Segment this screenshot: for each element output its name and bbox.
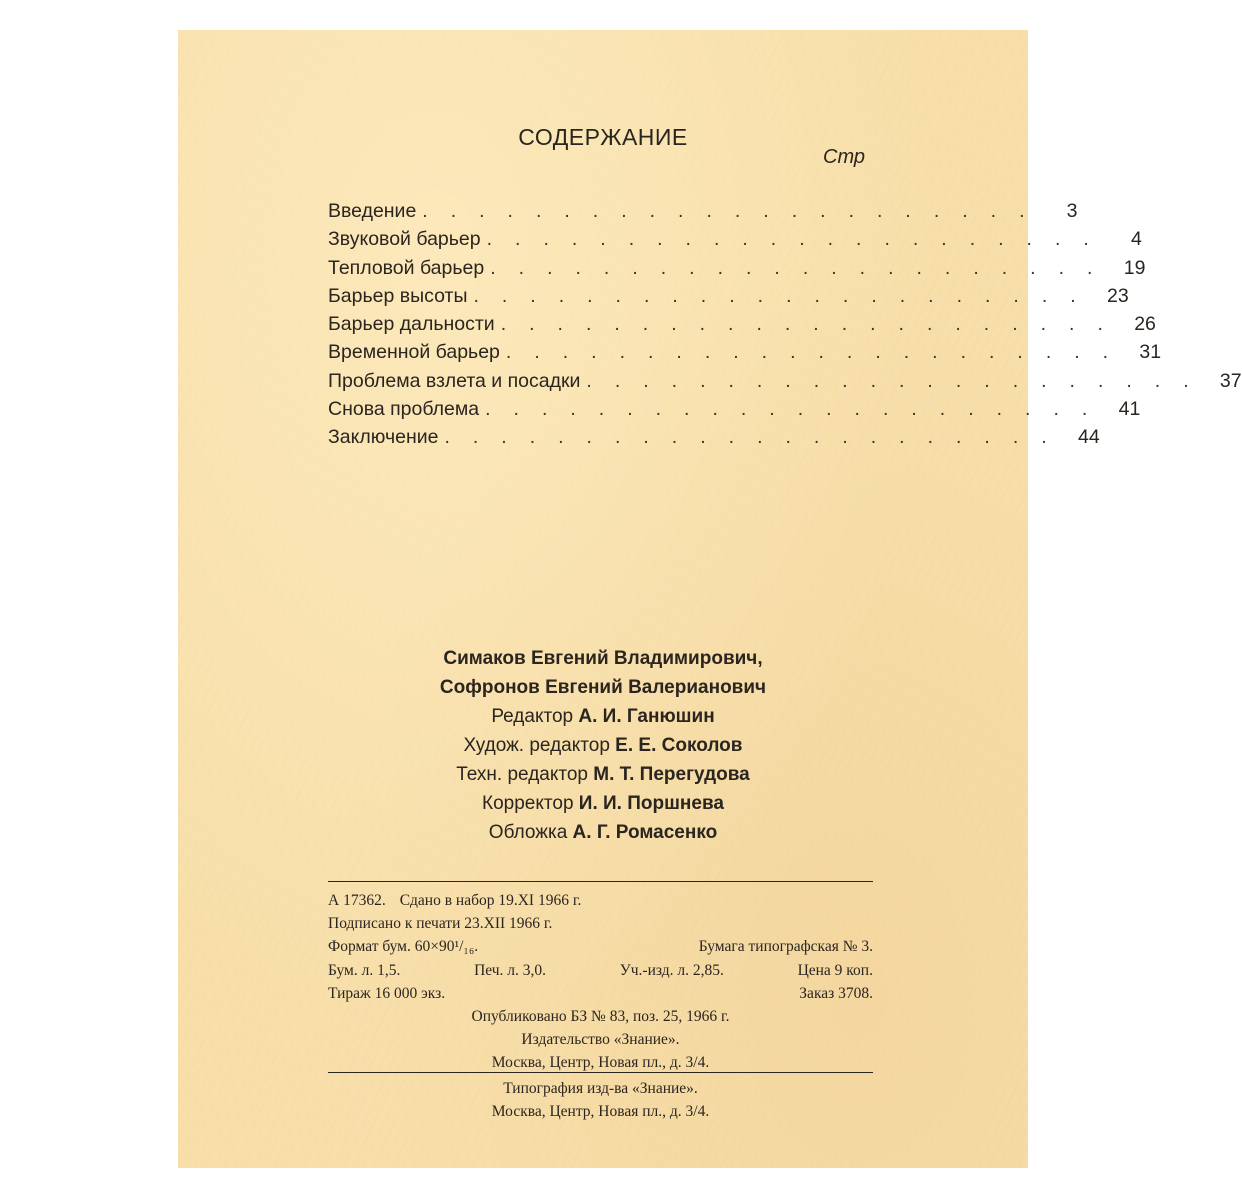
imprint-row	[328, 1005, 873, 1028]
credit-role: Обложка	[488, 822, 568, 843]
imprint-print-run: Тираж 16 000 экз.	[328, 984, 446, 1002]
author-name: Софронов Евгений Валерианович	[439, 677, 767, 698]
imprint-printer: Типография изд-ва «Знание».	[503, 1080, 698, 1097]
imprint-publisher-address: Москва, Центр, Новая пл., д. 3/4.	[491, 1054, 710, 1072]
imprint-price: Цена 9 коп.	[797, 961, 873, 979]
credit-role-line	[178, 702, 1028, 731]
imprint-row	[328, 935, 873, 958]
toc-entry-page: 4	[1130, 228, 1142, 251]
imprint-row	[328, 982, 873, 1005]
toc-entry-label: Тепловой барьер	[328, 256, 485, 279]
imprint-bottom-rule	[328, 1072, 873, 1073]
toc-entry-label: Снова проблема	[328, 398, 480, 421]
toc-dot-leader: ......................	[444, 426, 1070, 449]
credit-person: А. И. Ганюшин	[578, 706, 715, 727]
credit-role-line	[178, 818, 1028, 847]
credit-role-line	[178, 789, 1028, 818]
toc-entry	[328, 398, 1141, 426]
toc-dot-leader: ......................	[422, 200, 1048, 222]
toc-entry	[328, 228, 1142, 256]
toc-dot-leader: ......................	[486, 228, 1112, 251]
author-line	[178, 673, 1028, 702]
imprint-printer-address: Москва, Центр, Новая пл., д. 3/4.	[491, 1103, 710, 1121]
toc-entry-page: 31	[1139, 341, 1162, 364]
toc-entry	[328, 341, 1162, 369]
toc-entry-page: 23	[1106, 284, 1129, 307]
toc-entry	[328, 256, 1146, 285]
imprint-order-code: А 17362.	[328, 892, 386, 909]
toc-entry-label: Звуковой барьер	[328, 228, 481, 251]
toc-entry	[328, 426, 1100, 454]
toc-entry	[328, 313, 1156, 341]
toc-entry-label: Проблема взлета и посадки	[328, 369, 581, 392]
imprint-row	[328, 1100, 873, 1123]
credits-block	[178, 644, 1028, 847]
credit-role: Техн. редактор	[456, 764, 588, 785]
book-page	[178, 30, 1242, 1168]
toc-entry-label: Барьер высоты	[328, 284, 468, 307]
imprint-row	[328, 959, 873, 982]
toc-title: СОДЕРЖАНИЕ	[518, 124, 688, 150]
toc-dot-leader: ......................	[485, 398, 1111, 421]
imprint-publisher: Издательство «Знание».	[521, 1031, 680, 1049]
imprint-row	[328, 889, 873, 912]
toc-entry	[328, 284, 1129, 313]
toc-dot-leader: ......................	[473, 284, 1099, 307]
toc-entry-page: 44	[1077, 426, 1100, 449]
imprint-row	[328, 912, 873, 935]
toc-page-column-header: Стр	[823, 146, 866, 168]
credit-person: А. Г. Ромасенко	[572, 822, 718, 843]
credit-role-line	[178, 760, 1028, 789]
toc-dot-leader: ......................	[490, 256, 1116, 279]
toc-entry-label: Барьер дальности	[328, 313, 495, 336]
imprint-typeset: Сдано в набор 19.XI 1966 г.	[399, 892, 582, 909]
toc-entry-page: 26	[1134, 313, 1156, 336]
author-name: Симаков Евгений Владимирович,	[443, 648, 763, 669]
toc-entry-label: Введение	[328, 200, 417, 222]
toc-entry-page: 41	[1118, 398, 1141, 421]
imprint-order: Заказ 3708.	[799, 984, 873, 1002]
imprint-bum-l: Бум. л. 1,5.	[328, 961, 401, 979]
imprint-row	[328, 1028, 873, 1051]
imprint-pech-l: Печ. л. 3,0.	[474, 961, 547, 979]
toc-list	[328, 200, 1242, 455]
printer-block	[328, 1077, 873, 1123]
credit-role: Худож. редактор	[463, 735, 610, 756]
credit-person: И. И. Поршнева	[578, 793, 724, 814]
credit-person: Е. Е. Соколов	[615, 735, 743, 756]
imprint-signed: Подписано к печати 23.XII 1966 г.	[328, 915, 553, 933]
toc-entry-page: 19	[1123, 256, 1146, 279]
imprint-published: Опубликовано БЗ № 83, поз. 25, 1966 г.	[471, 1008, 730, 1026]
imprint-row	[328, 1077, 873, 1100]
credit-role-line	[178, 731, 1028, 760]
author-line	[178, 644, 1028, 673]
imprint-uch-izd: Уч.-изд. л. 2,85.	[619, 961, 724, 979]
toc-entry-page: 3	[1066, 200, 1078, 222]
imprint-format: Формат бум. 60×90¹/₁₆.	[328, 938, 479, 956]
toc-dot-leader: ......................	[586, 369, 1212, 392]
credit-role: Корректор	[482, 793, 574, 814]
toc-entry-label: Временной барьер	[328, 341, 500, 364]
toc-entry	[328, 200, 1078, 228]
toc-entry-label: Заключение	[328, 426, 439, 449]
imprint-top-rule	[328, 881, 873, 882]
toc-entry	[328, 369, 1242, 398]
toc-dot-leader: ......................	[505, 341, 1132, 364]
toc-entry-page: 37	[1219, 369, 1242, 392]
toc-dot-leader: ......................	[500, 313, 1126, 336]
imprint-paper: Бумага типографская № 3.	[698, 938, 873, 956]
credit-person: М. Т. Перегудова	[593, 764, 750, 785]
credit-role: Редактор	[491, 706, 574, 727]
imprint-block	[328, 889, 873, 1075]
